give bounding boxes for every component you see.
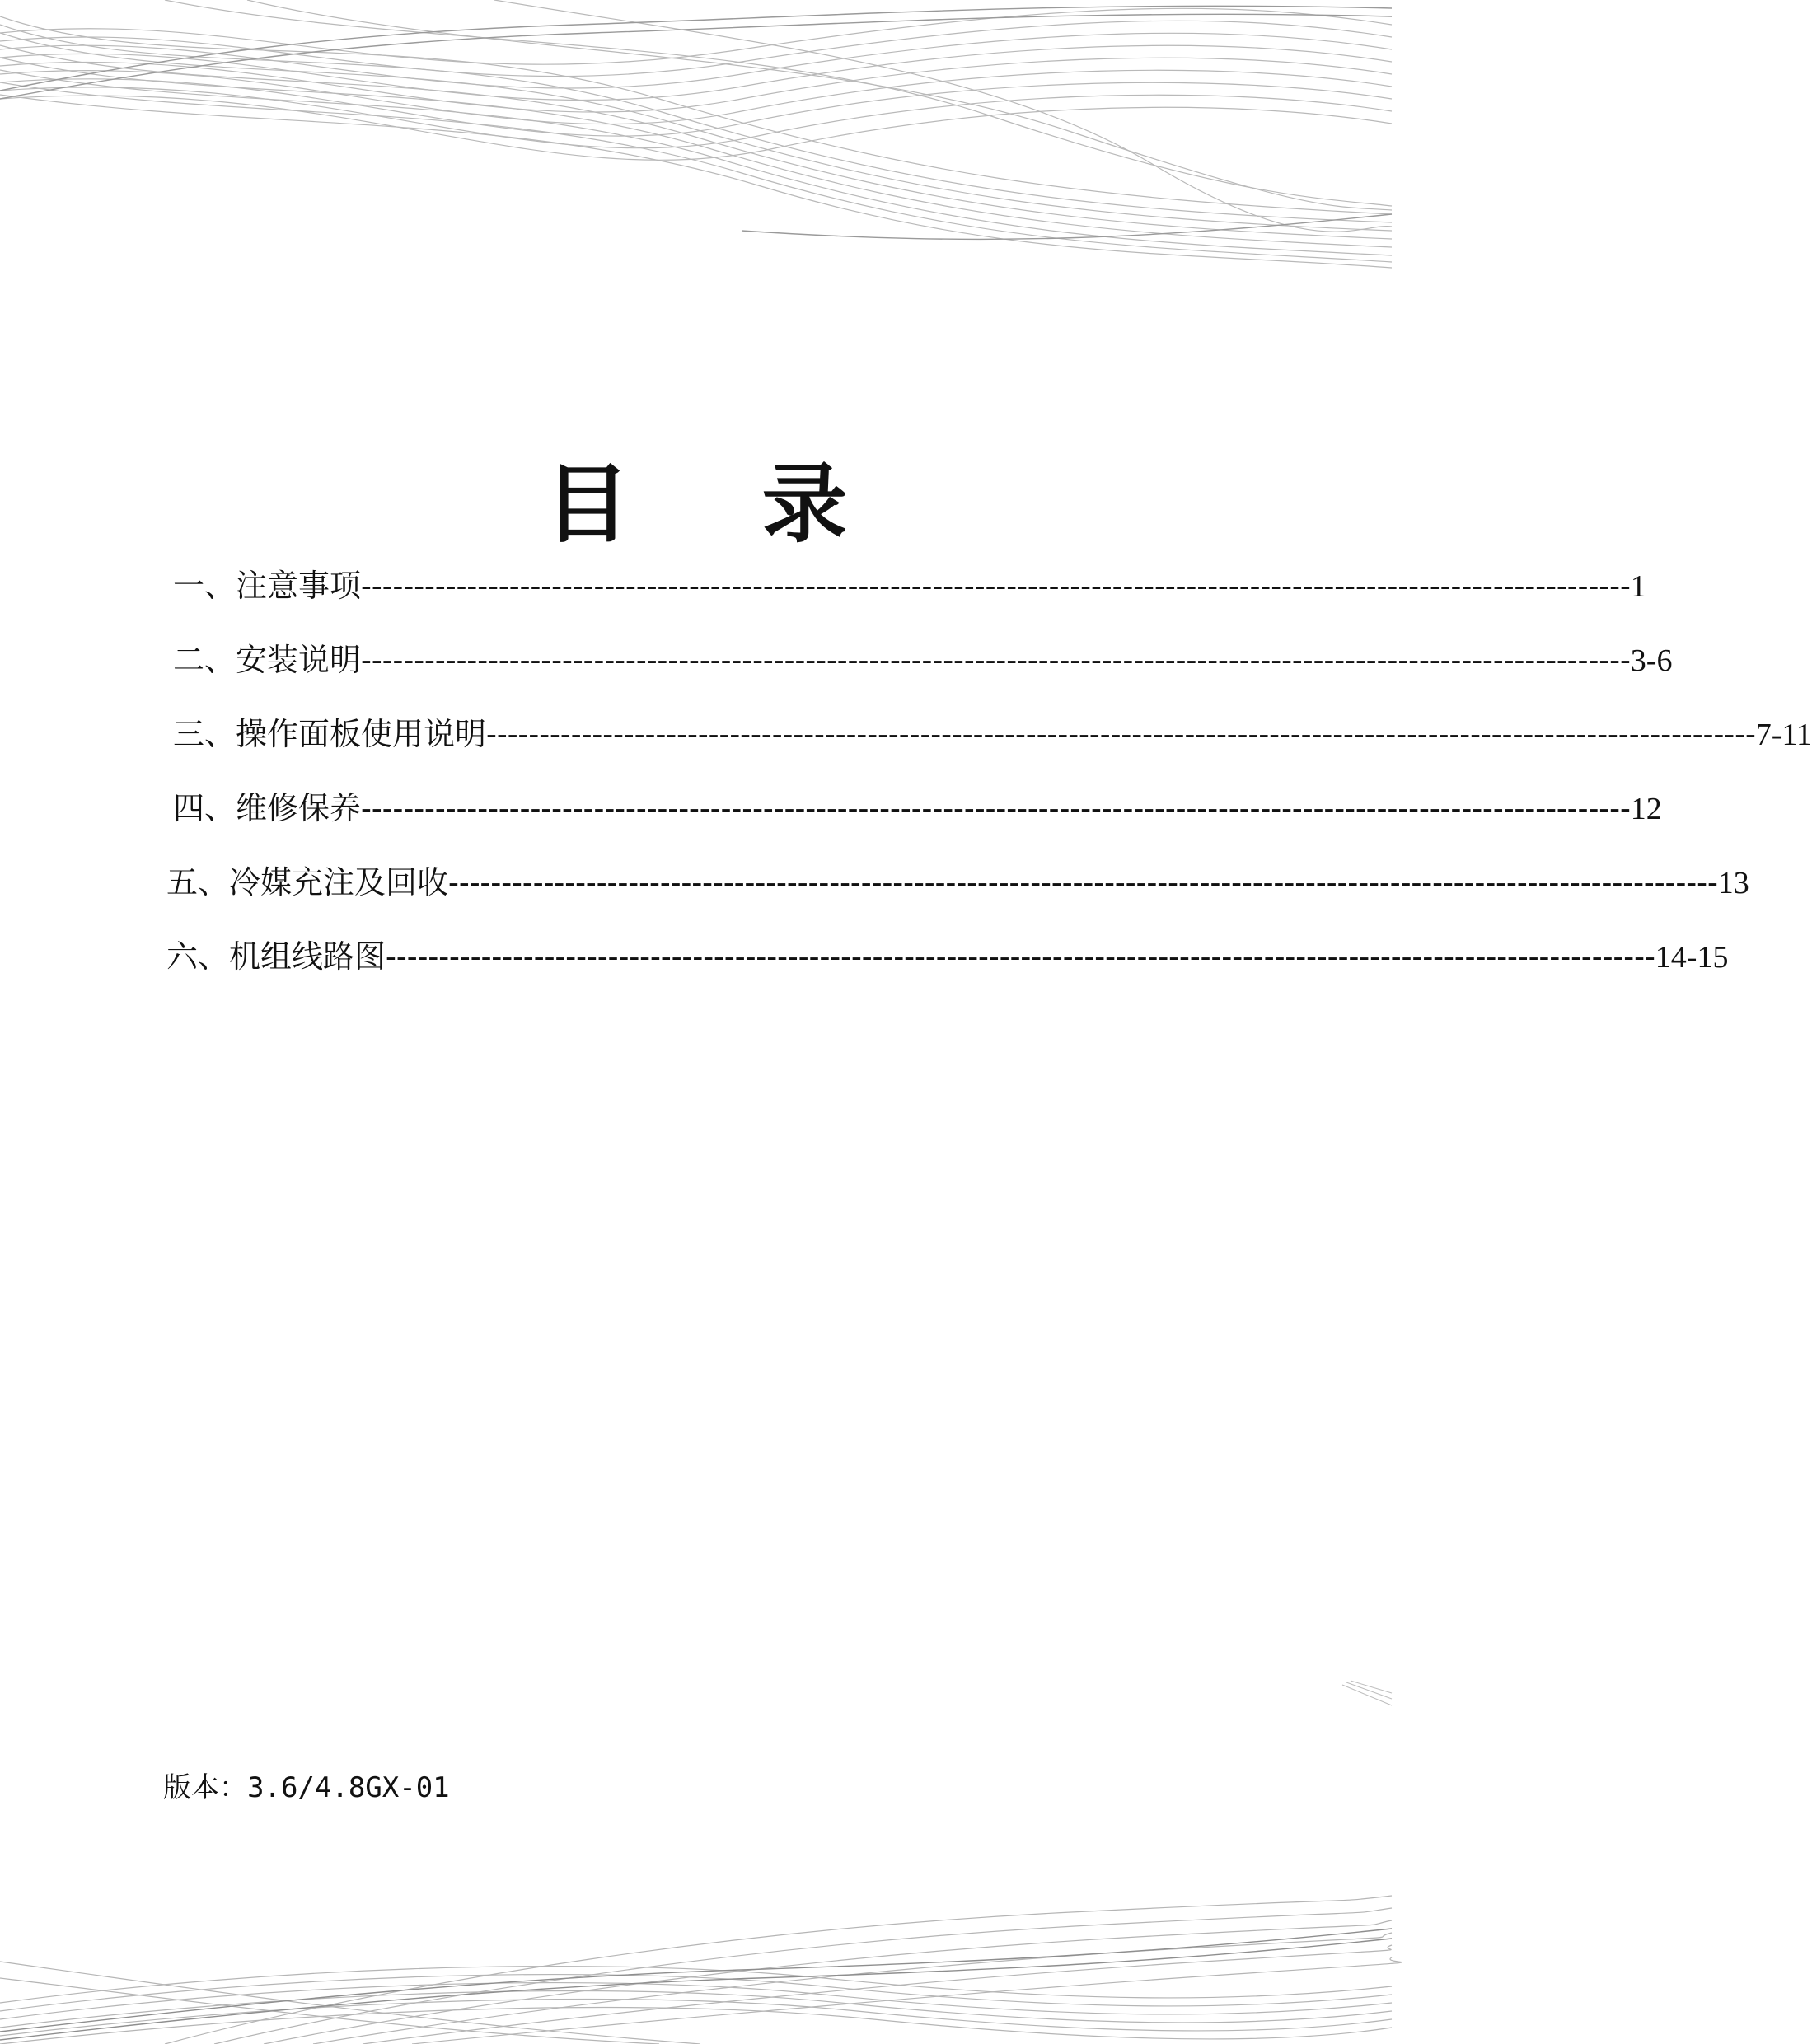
version-info [163,1765,450,1805]
toc-entry-3[interactable] [173,709,1812,758]
toc-entry-page: 7-11 [1755,718,1812,752]
toc-leader-dots: ------------------------------------------------------------------------------------------------------------------------ [361,790,1631,826]
toc-leader-dots: ------------------------------------------------------------------------------------------------------------------------ [386,938,1655,975]
toc-entry-page: 3-6 [1630,643,1673,678]
toc-entry-6[interactable] [166,931,1729,980]
toc-entry-label: 二、安装说明 [173,642,362,678]
title-char-1: 目 [544,453,630,554]
toc-leader-dots: ------------------------------------------------------------------------------------------------------------------------ [361,642,1631,678]
side-wave-decoration [1342,1681,1392,1714]
toc-entry-label: 三、操作面板使用说明 [173,716,487,752]
toc-entry-2[interactable] [173,634,1673,684]
top-wave-decoration [0,0,1392,280]
version-label: 版本： [163,1771,247,1804]
title-char-2: 录 [761,453,848,554]
toc-leader-dots: ------------------------------------------------------------------------------------------------------------------------ [448,864,1718,900]
toc-entry-page: 13 [1717,866,1749,900]
toc-leader-dots: ------------------------------------------------------------------------------------------------------------------------ [486,716,1756,752]
toc-entry-label: 一、注意事项 [173,568,362,604]
toc-entry-page: 12 [1630,792,1662,826]
toc-entry-4[interactable] [173,783,1662,832]
toc-entry-label: 六、机组线路图 [166,938,386,975]
page-title [0,435,1392,559]
version-value: 3.6/4.8GX-01 [247,1771,450,1804]
toc-entry-page: 14-15 [1655,940,1729,975]
toc-entry-label: 五、冷媒充注及回收 [166,864,449,900]
toc-entry-label: 四、维修保养 [173,790,362,826]
toc-entry-1[interactable] [173,560,1646,610]
bottom-wave-decoration [0,1879,1392,2044]
toc-entry-page: 1 [1630,569,1646,604]
toc-entry-5[interactable] [166,857,1749,906]
toc-leader-dots: ------------------------------------------------------------------------------------------------------------------------ [361,568,1631,604]
